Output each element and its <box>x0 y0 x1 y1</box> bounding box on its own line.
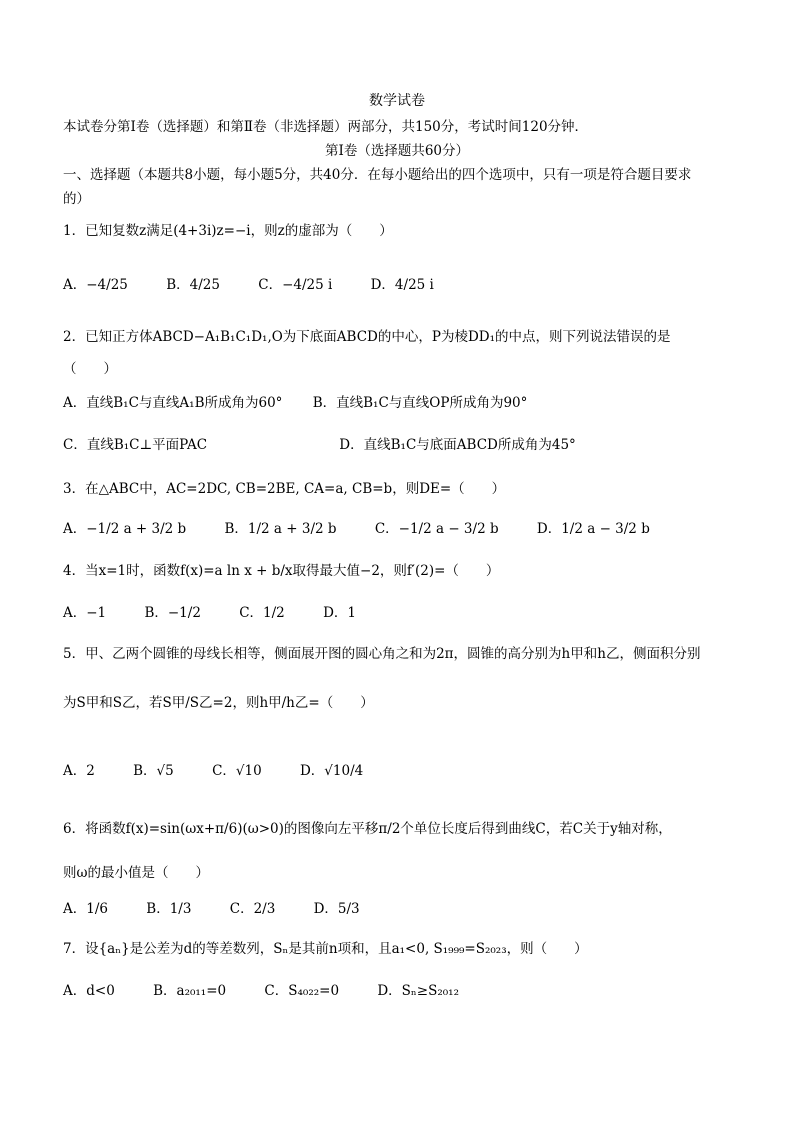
q2-options-row1 <box>63 394 561 412</box>
q5-options <box>63 762 397 780</box>
q7-stem: 7．设{aₙ}是公差为d的等差数列，Sₙ是其前n项和，且a₁<0, S₁₉₉₉=S₂₀₂₃，则（ ） <box>63 941 588 957</box>
q4-options <box>63 604 390 622</box>
q7-option-c: C．S₄₀₂₂=0 <box>264 983 340 999</box>
q2-stem-line1: 2．已知正方体ABCD−A₁B₁C₁D₁,O为下底面ABCD的中心，P为棱DD₁的中点，则下列说法错误的是 <box>63 329 671 345</box>
q4-option-d: D．1 <box>323 605 356 621</box>
q1-option-b: B．4/25 <box>166 277 220 293</box>
q2-stem-line2: （ ） <box>63 361 117 377</box>
part1-heading: 第Ⅰ卷（选择题共60分） <box>324 143 469 159</box>
q1-stem: 1．已知复数z满足(4+3i)z=−i，则z的虚部为（ ） <box>63 223 393 239</box>
q5-option-d: D．√10/4 <box>299 763 364 779</box>
q5-option-a: A．2 <box>63 763 95 779</box>
q2-option-d: D．直线B₁C与底面ABCD所成角为45° <box>339 437 576 453</box>
q1-option-a: A．−4/25 <box>63 277 128 293</box>
q2-option-a: A．直线B₁C与直线A₁B所成角为60° <box>63 395 283 411</box>
q3-option-d: D．1/2 a − 3/2 b <box>536 521 650 537</box>
q6-stem-line2: 则ω的最小值是（ ） <box>63 865 210 881</box>
q1-options <box>63 276 468 294</box>
q6-option-d: D．5/3 <box>313 901 360 917</box>
q4-option-c: C．1/2 <box>239 605 285 621</box>
q2-options-row2 <box>63 436 610 454</box>
q6-option-c: C．2/3 <box>229 901 276 917</box>
q3-option-c: C．−1/2 a − 3/2 b <box>374 521 499 537</box>
q5-stem-line1: 5．甲、乙两个圆锥的母线长相等，侧面展开图的圆心角之和为2π，圆锥的高分别为h甲和h乙，侧面积分别 <box>63 646 701 662</box>
q6-option-b: B．1/3 <box>146 901 192 917</box>
q6-options <box>63 900 394 918</box>
q5-option-c: C．√10 <box>212 763 262 779</box>
section-heading-line2: 的） <box>63 191 90 207</box>
section-heading-line1: 一、选择题（本题共8小题，每小题5分，共40分．在每小题给出的四个选项中，只有一项是符合题目要求 <box>63 167 692 183</box>
q4-stem: 4．当x=1时，函数f(x)=a ln x + b/x取得最大值−2，则f′(2)=（ ） <box>63 563 500 579</box>
q3-stem: 3．在△ABC中，AC=2DC, CB=2BE, CA=a, CB=b，则DE=（ ） <box>63 481 506 497</box>
q4-option-b: B．−1/2 <box>144 605 201 621</box>
q4-option-a: A．−1 <box>63 605 107 621</box>
q2-option-b: B．直线B₁C与直线OP所成角为90° <box>312 395 528 411</box>
q6-option-a: A．1/6 <box>63 901 108 917</box>
q7-option-d: D．Sₙ≥S₂₀₁₂ <box>377 983 459 999</box>
q3-option-a: A．−1/2 a + 3/2 b <box>63 521 187 537</box>
q7-option-a: A．d<0 <box>63 983 115 999</box>
q6-stem-line1: 6．将函数f(x)=sin(ωx+π/6)(ω>0)的图像向左平移π/2个单位长度后得到曲线C，若C关于y轴对称， <box>63 821 672 837</box>
q2-option-c: C．直线B₁C⊥平面PAC <box>63 437 208 453</box>
q5-option-b: B．√5 <box>133 763 174 779</box>
q1-option-d: D．4/25 i <box>370 277 434 293</box>
q1-option-c: C．−4/25 i <box>258 277 333 293</box>
q7-option-b: B．a₂₀₁₁=0 <box>153 983 227 999</box>
q7-options <box>63 982 493 1000</box>
exam-intro: 本试卷分第Ⅰ卷（选择题）和第Ⅱ卷（非选择题）两部分，共150分，考试时间120分钟． <box>63 119 589 135</box>
exam-title: 数学试卷 <box>369 93 425 109</box>
q3-option-b: B．1/2 a + 3/2 b <box>224 521 337 537</box>
q3-options <box>63 520 684 538</box>
q5-stem-line2: 为S甲和S乙，若S甲/S乙=2，则h甲/h乙=（ ） <box>63 695 374 711</box>
